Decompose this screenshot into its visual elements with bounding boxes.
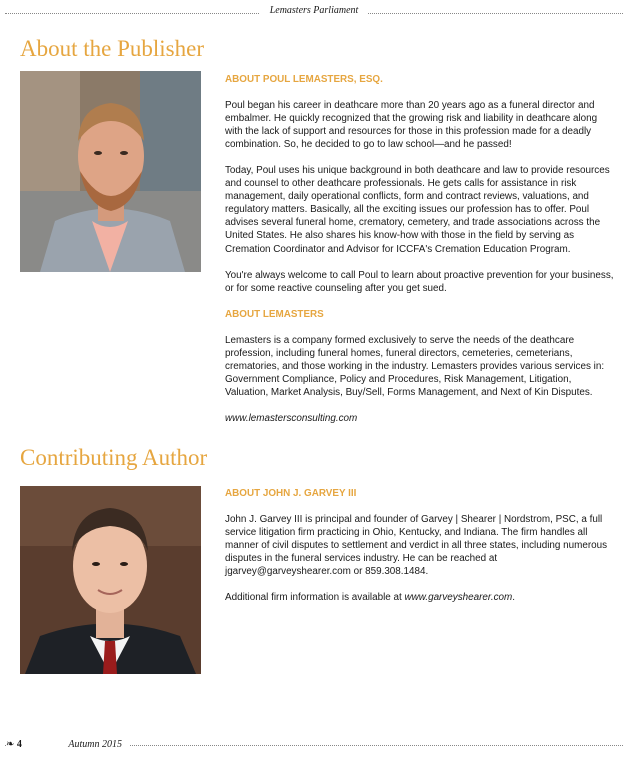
author-bio	[225, 487, 617, 617]
bio-paragraph: Poul began his career in deathcare more than 20 years ago as a funeral director and embalmer. He quickly recognized that the growing risk and liability in deathcare along with the lack of support and resources for those in this profession made for a deadly combination. So, he decided to go to law school—and he passed!	[225, 100, 598, 151]
page-number: 4	[16, 739, 22, 750]
author-paragraph: John J. Garvey III is principal and founder of Garvey | Shearer | Nordstrom, PSC, a full service litigation firm practicing in Ohio, Kentucky, and Indiana. The firm handles all manner of civil disputes to settlement and verdict in all three states, including numerous disputes in the funeral services industry. He can be reached at jgarvey@garveyshearer.com or 859.308.1484.	[225, 514, 608, 578]
publisher-heading: About the Publisher	[20, 36, 204, 61]
publisher-photo	[20, 71, 201, 272]
author-additional-info	[225, 591, 617, 604]
additional-suffix: .	[512, 592, 515, 604]
issue-season: Autumn 2015	[68, 739, 122, 750]
author-photo	[20, 486, 201, 674]
footer-ornament-icon: ❧	[6, 739, 15, 750]
page-footer	[6, 739, 130, 750]
additional-prefix: Additional firm information is available at	[225, 592, 405, 604]
running-header	[0, 5, 628, 16]
company-paragraph: Lemasters is a company formed exclusively to serve the needs of the deathcare profession, including funeral homes, funeral directors, cemeteries, cemeterians, crematories, and those working in the industry. Lemasters provides various services in: Government Compliance, Policy and Procedures, Risk Management, Litigation, Valuation, Market Analysis, Buy/Sell, Forms Management, and Next of Kin Disputes.	[225, 334, 605, 398]
author-heading: Contributing Author	[20, 445, 208, 470]
company-subhead: ABOUT LEMASTERS	[225, 308, 324, 320]
publication-title: Lemasters Parliament	[260, 5, 369, 16]
publisher-bio	[225, 73, 617, 438]
publisher-website-link[interactable]: www.lemastersconsulting.com	[225, 412, 358, 424]
author-subhead: ABOUT JOHN J. GARVEY III	[225, 488, 357, 499]
publisher-subhead: ABOUT POUL LEMASTERS, ESQ.	[225, 74, 383, 85]
author-website-link[interactable]: www.garveyshearer.com	[404, 592, 513, 604]
bio-paragraph: You're always welcome to call Poul to learn about proactive prevention for your business, or for some reactive counseling after you get sued.	[225, 269, 614, 294]
bio-paragraph: Today, Poul uses his unique background in both deathcare and law to provide resources and counsel to other deathcare professionals. He gets calls for assistance in risk management, daily operational conflicts, form and contract reviews, valuations, and regulatory matters. Basically, all the exciting issues our profession has to offer. Poul advises several funeral home, crematory, cemetery, and trade associations across the United States. He also shares his know-how with those in the field by serving as Cremation Coordinator and Advisor for ICCFA's Cremation Education Program.	[225, 165, 610, 255]
